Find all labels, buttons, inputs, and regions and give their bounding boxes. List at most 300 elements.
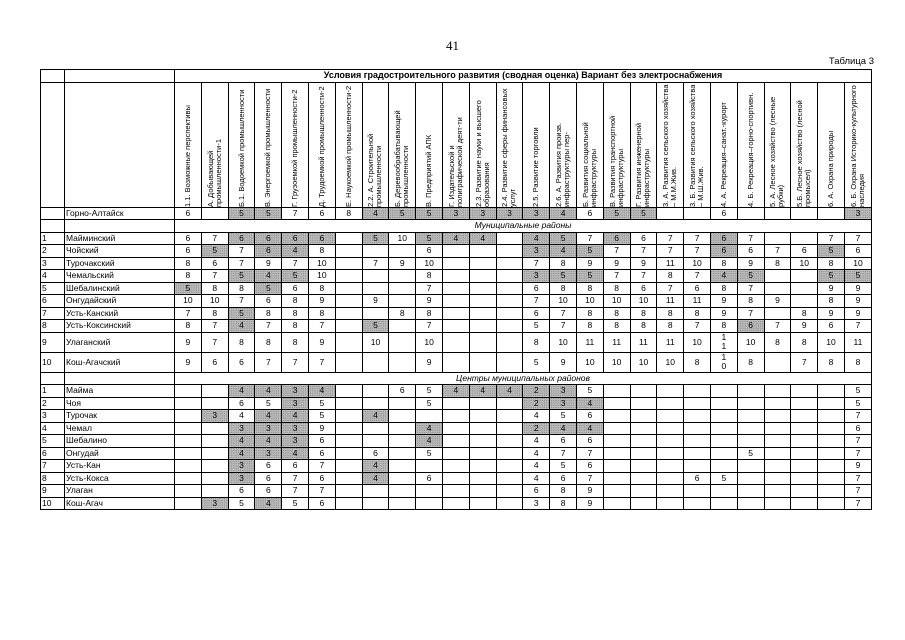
value-cell: 3 bbox=[282, 422, 309, 435]
value-cell: 4 bbox=[469, 232, 496, 245]
column-header bbox=[630, 82, 657, 207]
value-cell: 7 bbox=[576, 447, 603, 460]
value-cell bbox=[764, 435, 791, 448]
value-cell: 8 bbox=[657, 320, 684, 333]
value-cell: 7 bbox=[844, 410, 871, 423]
value-cell bbox=[389, 270, 416, 283]
value-cell bbox=[496, 352, 523, 372]
corner-cell bbox=[65, 70, 175, 83]
value-cell bbox=[818, 472, 845, 485]
value-cell: 4 bbox=[255, 410, 282, 423]
value-cell: 7 bbox=[657, 282, 684, 295]
value-cell bbox=[603, 410, 630, 423]
value-cell: 6 bbox=[255, 485, 282, 498]
section-blank bbox=[65, 372, 175, 385]
value-cell bbox=[389, 447, 416, 460]
value-cell: 6 bbox=[737, 320, 764, 333]
value-cell: 5 bbox=[550, 460, 577, 473]
row-number: 4 bbox=[41, 270, 65, 283]
value-cell: 8 bbox=[630, 320, 657, 333]
value-cell bbox=[630, 460, 657, 473]
value-cell: 8 bbox=[201, 307, 228, 320]
column-header bbox=[576, 82, 603, 207]
value-cell: 4 bbox=[255, 497, 282, 510]
value-cell: 8 bbox=[603, 320, 630, 333]
value-cell bbox=[389, 295, 416, 308]
value-cell: 7 bbox=[228, 257, 255, 270]
value-cell bbox=[791, 435, 818, 448]
value-cell bbox=[657, 422, 684, 435]
value-cell: 4 bbox=[416, 422, 443, 435]
column-header-label: Г. Развития инженерной инфраструктуры bbox=[634, 122, 652, 207]
value-cell: 5 bbox=[389, 207, 416, 220]
row-number: 2 bbox=[41, 245, 65, 258]
row-number: 2 bbox=[41, 397, 65, 410]
value-cell bbox=[389, 460, 416, 473]
value-cell: 9 bbox=[630, 257, 657, 270]
row-name: Улаганский bbox=[65, 332, 175, 352]
value-cell bbox=[684, 410, 711, 423]
value-cell bbox=[764, 422, 791, 435]
column-header-label: А. Добывающей промышленности-1 bbox=[205, 138, 223, 207]
value-cell bbox=[362, 497, 389, 510]
section-row bbox=[41, 220, 872, 233]
value-cell bbox=[469, 320, 496, 333]
value-cell: 9 bbox=[603, 257, 630, 270]
value-cell: 4 bbox=[710, 270, 737, 283]
column-header bbox=[255, 82, 282, 207]
value-cell: 6 bbox=[175, 232, 202, 245]
value-cell: 4 bbox=[576, 422, 603, 435]
value-cell: 9 bbox=[844, 460, 871, 473]
value-cell: 6 bbox=[255, 460, 282, 473]
value-cell bbox=[791, 485, 818, 498]
row-name: Кош-Агачский bbox=[65, 352, 175, 372]
value-cell: 4 bbox=[255, 385, 282, 398]
value-cell: 9 bbox=[844, 307, 871, 320]
value-cell: 8 bbox=[175, 320, 202, 333]
value-cell bbox=[657, 447, 684, 460]
value-cell bbox=[335, 320, 362, 333]
value-cell bbox=[175, 472, 202, 485]
value-cell: 6 bbox=[362, 447, 389, 460]
value-cell: 4 bbox=[362, 410, 389, 423]
value-cell bbox=[469, 485, 496, 498]
value-cell bbox=[175, 410, 202, 423]
value-cell: 6 bbox=[576, 207, 603, 220]
value-cell: 6 bbox=[550, 435, 577, 448]
value-cell: 2 bbox=[523, 385, 550, 398]
table-row bbox=[41, 410, 872, 423]
value-cell bbox=[657, 435, 684, 448]
value-cell bbox=[496, 270, 523, 283]
row-name: Чемальский bbox=[65, 270, 175, 283]
section-row bbox=[41, 372, 872, 385]
value-cell: 4 bbox=[255, 270, 282, 283]
row-name: Усть-Канский bbox=[65, 307, 175, 320]
value-cell: 6 bbox=[309, 232, 336, 245]
value-cell: 5 bbox=[737, 447, 764, 460]
value-cell bbox=[469, 460, 496, 473]
value-cell: 6 bbox=[309, 207, 336, 220]
value-cell bbox=[201, 385, 228, 398]
value-cell: 6 bbox=[791, 245, 818, 258]
value-cell: 10 bbox=[309, 270, 336, 283]
value-cell bbox=[416, 497, 443, 510]
value-cell: 5 bbox=[523, 320, 550, 333]
value-cell bbox=[389, 472, 416, 485]
value-cell: 5 bbox=[630, 207, 657, 220]
value-cell bbox=[442, 497, 469, 510]
value-cell: 8 bbox=[550, 485, 577, 498]
value-cell: 6 bbox=[603, 232, 630, 245]
value-cell bbox=[764, 397, 791, 410]
column-header bbox=[335, 82, 362, 207]
table-row bbox=[41, 257, 872, 270]
value-cell: 8 bbox=[416, 270, 443, 283]
value-cell bbox=[737, 497, 764, 510]
value-cell: 5 bbox=[309, 397, 336, 410]
value-cell: 5 bbox=[576, 270, 603, 283]
value-cell: 7 bbox=[416, 320, 443, 333]
value-cell: 11 bbox=[657, 332, 684, 352]
value-cell: 5 bbox=[175, 282, 202, 295]
value-cell: 7 bbox=[764, 245, 791, 258]
value-cell: 5 bbox=[255, 397, 282, 410]
header-num-cell bbox=[41, 82, 65, 207]
value-cell: 3 bbox=[282, 397, 309, 410]
value-cell bbox=[442, 307, 469, 320]
value-cell bbox=[416, 410, 443, 423]
value-cell: 8 bbox=[282, 320, 309, 333]
value-cell: 10 bbox=[576, 352, 603, 372]
value-cell: 4 bbox=[255, 435, 282, 448]
column-header-label: Г. Издательской и полиграфической деят-ти bbox=[446, 116, 464, 207]
value-cell: 4 bbox=[362, 472, 389, 485]
value-cell bbox=[764, 472, 791, 485]
value-cell: 4 bbox=[523, 410, 550, 423]
value-cell bbox=[389, 282, 416, 295]
value-cell bbox=[630, 472, 657, 485]
value-cell: 6 bbox=[630, 232, 657, 245]
column-header-label: 3. А. Развития сельского хозяйства – М.М.Жив. bbox=[661, 84, 679, 207]
column-header-label: 5.Б. Лесное хозяйство (лесной промысел) bbox=[795, 99, 813, 207]
value-cell: 6 bbox=[201, 352, 228, 372]
column-header bbox=[844, 82, 871, 207]
value-cell: 5 bbox=[818, 270, 845, 283]
value-cell: 7 bbox=[844, 472, 871, 485]
value-cell bbox=[201, 460, 228, 473]
value-cell: 3 bbox=[496, 207, 523, 220]
value-cell: 9 bbox=[844, 295, 871, 308]
value-cell bbox=[469, 472, 496, 485]
column-header bbox=[710, 82, 737, 207]
value-cell bbox=[362, 245, 389, 258]
row-name: Шебалинский bbox=[65, 282, 175, 295]
value-cell bbox=[657, 472, 684, 485]
value-cell bbox=[442, 422, 469, 435]
value-cell: 7 bbox=[550, 320, 577, 333]
value-cell: 4 bbox=[282, 447, 309, 460]
row-number: 5 bbox=[41, 435, 65, 448]
value-cell bbox=[389, 332, 416, 352]
value-cell bbox=[362, 397, 389, 410]
column-header-label: 2.4. Развитие сферы финансовых услуг bbox=[500, 87, 518, 207]
value-cell bbox=[362, 270, 389, 283]
value-cell: 5 bbox=[416, 385, 443, 398]
value-cell: 10 bbox=[416, 332, 443, 352]
value-cell bbox=[442, 410, 469, 423]
value-cell: 8 bbox=[550, 257, 577, 270]
value-cell: 8 bbox=[228, 282, 255, 295]
value-cell bbox=[335, 295, 362, 308]
value-cell: 7 bbox=[523, 295, 550, 308]
column-header-label: 6. Б. Охрана Историко-культурного наследия bbox=[848, 84, 866, 207]
value-cell bbox=[362, 282, 389, 295]
value-cell: 4 bbox=[282, 410, 309, 423]
value-cell bbox=[657, 207, 684, 220]
value-cell: 7 bbox=[201, 320, 228, 333]
value-cell bbox=[791, 385, 818, 398]
value-cell: 6 bbox=[710, 245, 737, 258]
value-cell bbox=[335, 485, 362, 498]
value-cell: 7 bbox=[737, 282, 764, 295]
value-cell: 7 bbox=[282, 485, 309, 498]
value-cell bbox=[630, 435, 657, 448]
value-cell: 6 bbox=[416, 245, 443, 258]
value-cell bbox=[175, 435, 202, 448]
value-cell: 8 bbox=[309, 245, 336, 258]
value-cell: 4 bbox=[550, 422, 577, 435]
value-cell: 9 bbox=[362, 295, 389, 308]
row-name: Кош-Агач bbox=[65, 497, 175, 510]
value-cell bbox=[496, 422, 523, 435]
value-cell bbox=[201, 397, 228, 410]
value-cell: 11 bbox=[657, 257, 684, 270]
table-row bbox=[41, 485, 872, 498]
table-row bbox=[41, 332, 872, 352]
table-row bbox=[41, 270, 872, 283]
value-cell: 9 bbox=[791, 320, 818, 333]
value-cell bbox=[496, 307, 523, 320]
value-cell: 3 bbox=[550, 397, 577, 410]
column-header bbox=[389, 82, 416, 207]
value-cell: 7 bbox=[175, 307, 202, 320]
value-cell: 9 bbox=[576, 257, 603, 270]
value-cell: 5 bbox=[282, 497, 309, 510]
value-cell bbox=[335, 460, 362, 473]
value-cell bbox=[737, 397, 764, 410]
value-cell: 8 bbox=[603, 282, 630, 295]
value-cell: 7 bbox=[737, 307, 764, 320]
value-cell bbox=[335, 385, 362, 398]
value-cell: 10 bbox=[550, 295, 577, 308]
value-cell bbox=[442, 397, 469, 410]
value-cell bbox=[335, 472, 362, 485]
column-header-label: 5. А. Лесное хозяйство (лесные рубки) bbox=[768, 96, 786, 207]
value-cell: 10 bbox=[684, 332, 711, 352]
column-header-label: 1.1. Возможные перспективы bbox=[182, 104, 192, 207]
value-cell: 9 bbox=[844, 282, 871, 295]
value-cell: 5 bbox=[844, 385, 871, 398]
value-cell: 6 bbox=[255, 472, 282, 485]
value-cell bbox=[791, 397, 818, 410]
value-cell: 7 bbox=[844, 232, 871, 245]
column-header bbox=[550, 82, 577, 207]
value-cell: 4 bbox=[523, 472, 550, 485]
value-cell bbox=[818, 485, 845, 498]
value-cell: 4 bbox=[523, 447, 550, 460]
column-header-label: 2.2. А. Строительной промышленности bbox=[366, 133, 384, 207]
value-cell bbox=[630, 410, 657, 423]
value-cell bbox=[791, 422, 818, 435]
row-number: 6 bbox=[41, 447, 65, 460]
value-cell bbox=[335, 352, 362, 372]
value-cell: 10 bbox=[309, 257, 336, 270]
value-cell bbox=[389, 435, 416, 448]
column-header bbox=[416, 82, 443, 207]
value-cell: 4 bbox=[228, 447, 255, 460]
value-cell bbox=[416, 460, 443, 473]
column-header bbox=[309, 82, 336, 207]
value-cell: 5 bbox=[550, 410, 577, 423]
value-cell: 5 bbox=[576, 245, 603, 258]
value-cell: 4 bbox=[228, 385, 255, 398]
row-name: Улаган bbox=[65, 485, 175, 498]
row-number: 7 bbox=[41, 307, 65, 320]
value-cell: 7 bbox=[550, 447, 577, 460]
value-cell bbox=[603, 397, 630, 410]
value-cell: 7 bbox=[201, 232, 228, 245]
row-name: Онгудай bbox=[65, 447, 175, 460]
value-cell: 7 bbox=[228, 295, 255, 308]
value-cell: 10 bbox=[389, 232, 416, 245]
value-cell bbox=[657, 485, 684, 498]
value-cell: 10 bbox=[576, 295, 603, 308]
column-header-label: 3. Б. Развития сельского хозяйства – М.Ш.Жив. bbox=[688, 84, 706, 207]
value-cell bbox=[764, 497, 791, 510]
value-cell bbox=[496, 320, 523, 333]
value-cell: 8 bbox=[309, 307, 336, 320]
value-cell bbox=[764, 410, 791, 423]
value-cell bbox=[764, 447, 791, 460]
row-number: 5 bbox=[41, 282, 65, 295]
value-cell: 4 bbox=[523, 232, 550, 245]
value-cell: 4 bbox=[309, 385, 336, 398]
row-number: 1 bbox=[41, 232, 65, 245]
value-cell bbox=[175, 460, 202, 473]
value-cell: 8 bbox=[684, 307, 711, 320]
value-cell bbox=[469, 422, 496, 435]
value-cell bbox=[710, 497, 737, 510]
value-cell: 6 bbox=[228, 485, 255, 498]
value-cell bbox=[496, 497, 523, 510]
value-cell bbox=[684, 460, 711, 473]
value-cell bbox=[818, 385, 845, 398]
row-number: 1 bbox=[41, 385, 65, 398]
value-cell: 3 bbox=[282, 385, 309, 398]
value-cell bbox=[175, 397, 202, 410]
value-cell: 7 bbox=[282, 207, 309, 220]
value-cell: 7 bbox=[228, 245, 255, 258]
column-header bbox=[764, 82, 791, 207]
row-name: Чойский bbox=[65, 245, 175, 258]
column-header-label: Б. Деревообрабатывающей промышленности bbox=[393, 109, 411, 207]
value-cell: 8 bbox=[550, 282, 577, 295]
value-cell bbox=[764, 307, 791, 320]
table-row bbox=[41, 447, 872, 460]
value-cell bbox=[657, 460, 684, 473]
value-cell bbox=[737, 485, 764, 498]
value-cell: 8 bbox=[791, 332, 818, 352]
value-cell: 10 bbox=[630, 352, 657, 372]
row-number: 4 bbox=[41, 422, 65, 435]
value-cell: 8 bbox=[684, 352, 711, 372]
row-name: Шебалино bbox=[65, 435, 175, 448]
value-cell: 8 bbox=[550, 497, 577, 510]
row-name: Чемал bbox=[65, 422, 175, 435]
value-cell bbox=[469, 447, 496, 460]
value-cell: 9 bbox=[818, 282, 845, 295]
value-cell: 6 bbox=[684, 282, 711, 295]
table-title: Условия градостроительного развития (сводная оценка) Вариант без электроснабжения bbox=[175, 70, 872, 83]
value-cell: 4 bbox=[550, 207, 577, 220]
value-cell bbox=[710, 460, 737, 473]
value-cell bbox=[603, 497, 630, 510]
value-cell bbox=[684, 207, 711, 220]
assessment-table bbox=[40, 69, 872, 510]
value-cell: 4 bbox=[550, 245, 577, 258]
value-cell: 8 bbox=[309, 282, 336, 295]
value-cell: 6 bbox=[844, 422, 871, 435]
value-cell bbox=[764, 270, 791, 283]
value-cell: 7 bbox=[309, 485, 336, 498]
column-header bbox=[469, 82, 496, 207]
column-header bbox=[362, 82, 389, 207]
value-cell: 8 bbox=[844, 352, 871, 372]
value-cell: 7 bbox=[630, 270, 657, 283]
value-cell bbox=[335, 282, 362, 295]
value-cell: 11 bbox=[684, 295, 711, 308]
value-cell: 6 bbox=[523, 282, 550, 295]
value-cell: 2 bbox=[523, 422, 550, 435]
value-cell bbox=[791, 270, 818, 283]
row-number: 3 bbox=[41, 257, 65, 270]
value-cell: 6 bbox=[576, 460, 603, 473]
value-cell: 11 bbox=[630, 332, 657, 352]
value-cell: 7 bbox=[309, 352, 336, 372]
page-number: 41 bbox=[446, 38, 459, 53]
value-cell: 5 bbox=[550, 270, 577, 283]
value-cell: 4 bbox=[416, 435, 443, 448]
value-cell bbox=[469, 257, 496, 270]
value-cell: 6 bbox=[576, 410, 603, 423]
value-cell: 7 bbox=[818, 232, 845, 245]
value-cell: 8 bbox=[710, 282, 737, 295]
column-header-label: 2.6. А. Развития произв. инфраструктуры пер- bbox=[554, 122, 572, 207]
value-cell: 3 bbox=[201, 410, 228, 423]
value-cell bbox=[175, 385, 202, 398]
value-cell: 5 bbox=[550, 232, 577, 245]
table-row bbox=[41, 435, 872, 448]
value-cell bbox=[603, 460, 630, 473]
value-cell bbox=[603, 447, 630, 460]
value-cell: 4 bbox=[523, 435, 550, 448]
column-header bbox=[657, 82, 684, 207]
value-cell: 8 bbox=[416, 307, 443, 320]
value-cell: 8 bbox=[764, 332, 791, 352]
value-cell bbox=[818, 207, 845, 220]
